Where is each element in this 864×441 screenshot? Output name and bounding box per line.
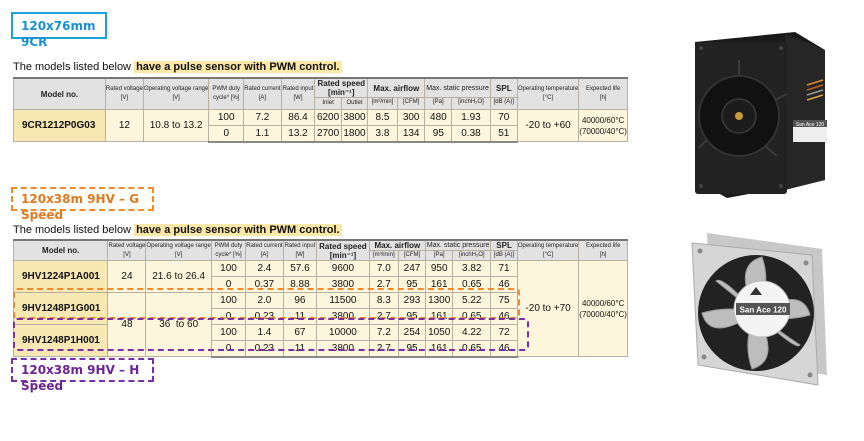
header-pressure: Max. static pressure [426, 242, 490, 249]
pressure-pa-cell: 1300 [426, 293, 453, 309]
life-cell: 40000/60°C (70000/40°C) [579, 261, 628, 357]
intro-prefix: The models listed below [13, 224, 135, 236]
section-label-g-speed: 120x38m 9HV – G Speed [11, 187, 154, 211]
pressure-inch-cell: 0.65 [453, 277, 491, 293]
pressure-inch-cell: 3.82 [453, 261, 491, 277]
pressure-pa-cell: 161 [426, 277, 453, 293]
pressure-pa-cell: 480 [425, 110, 452, 126]
current-cell: 0.37 [246, 277, 284, 293]
airflow-cfm-cell: 293 [398, 293, 425, 309]
speed-cell: 3800 [317, 341, 369, 357]
pressure-pa-cell: 161 [426, 309, 453, 325]
airflow-cfm-cell: 95 [398, 309, 425, 325]
header-rated-speed: Rated speed [min⁻¹] [317, 240, 369, 261]
pressure-pa-cell: 1050 [426, 325, 453, 341]
current-cell: 1.1 [244, 126, 282, 142]
speed-cell: 10000 [317, 325, 369, 341]
table-row [14, 110, 628, 126]
header-model: Model no. [14, 240, 108, 261]
model-cell: 9HV1248P1H001 [14, 325, 108, 357]
section-label-9cr: 120x76mm 9CR [11, 12, 107, 39]
speed-cell: 3800 [317, 309, 369, 325]
intro-text-2 [13, 224, 342, 236]
pressure-inch-cell: 0.38 [452, 126, 490, 142]
header-rated-current: Rated current [A] [246, 240, 284, 261]
pwm-cell: 0 [211, 277, 245, 293]
airflow-m3-cell: 3.8 [368, 126, 398, 142]
life-cell: 40000/60°C (70000/40°C) [579, 110, 628, 142]
spl-cell: 51 [490, 126, 517, 142]
intro-highlight: have a pulse sensor with PWM control. [136, 61, 340, 73]
header-m3min: [m³/min] [369, 251, 398, 261]
header-outlet: Outlet [341, 98, 367, 110]
header-spl: SPL [490, 78, 517, 98]
pressure-pa-cell: 950 [426, 261, 453, 277]
header-cfm: [CFM] [397, 98, 425, 110]
header-rated-input: Rated input [W] [281, 78, 315, 110]
model-cell: 9HV1224P1A001 [14, 261, 108, 293]
header-pwm: PWM duty cycle* [%] [211, 240, 245, 261]
rated-voltage-cell: 48 [108, 293, 146, 357]
current-cell: 0.23 [246, 341, 284, 357]
input-cell: 96 [283, 293, 317, 309]
current-cell: 2.0 [246, 293, 284, 309]
airflow-cfm-cell: 254 [398, 325, 425, 341]
pressure-pa-cell: 161 [426, 341, 453, 357]
header-pwm: PWM duty cycle* [%] [209, 78, 244, 110]
header-op-voltage: Operating voltage range [V] [146, 240, 211, 261]
pressure-inch-cell: 1.93 [452, 110, 490, 126]
header-op-voltage: Operating voltage range [V] [143, 78, 208, 110]
pressure-inch-cell: 5.22 [453, 293, 491, 309]
header-pa: [Pa] [426, 251, 453, 261]
header-life: Expected life [h] [579, 240, 628, 261]
pwm-cell: 0 [209, 126, 244, 142]
input-cell: 86.4 [281, 110, 315, 126]
pwm-cell: 100 [211, 325, 245, 341]
input-cell: 57.6 [283, 261, 317, 277]
header-airflow: Max. airflow [369, 240, 425, 251]
header-pressure: Max. static pressure [425, 78, 490, 98]
header-airflow: Max. airflow [368, 78, 425, 98]
current-cell: 2.4 [246, 261, 284, 277]
airflow-m3-cell: 7.2 [369, 325, 398, 341]
airflow-cfm-cell: 134 [397, 126, 425, 142]
model-cell: 9HV1248P1G001 [14, 293, 108, 325]
airflow-cfm-cell: 95 [398, 341, 425, 357]
op-voltage-cell: 21.6 to 26.4 [146, 261, 211, 293]
input-cell: 8.88 [283, 277, 317, 293]
header-rated-voltage: Rated voltage [V] [105, 78, 143, 110]
airflow-cfm-cell: 300 [397, 110, 425, 126]
op-voltage-cell: 10.8 to 13.2 [143, 110, 208, 142]
table-row [14, 261, 628, 277]
model-cell: 9CR1212P0G03 [14, 110, 106, 142]
input-cell: 13.2 [281, 126, 315, 142]
header-inchh2o: [inchH₂O] [452, 98, 490, 110]
airflow-m3-cell: 2.7 [369, 277, 398, 293]
header-cfm: [CFM] [398, 251, 425, 261]
pressure-inch-cell: 0.65 [453, 309, 491, 325]
input-cell: 67 [283, 325, 317, 341]
input-cell: 11 [283, 341, 317, 357]
temp-cell: -20 to +60 [517, 110, 578, 142]
input-cell: 11 [283, 309, 317, 325]
section-label-h-speed: 120x38m 9HV – H Speed [11, 358, 154, 382]
airflow-cfm-cell: 95 [398, 277, 425, 293]
header-inchh2o: [inchH₂O] [453, 251, 491, 261]
spl-cell: 75 [491, 293, 518, 309]
header-m3min: [m³/min] [368, 98, 398, 110]
header-rated-voltage: Rated voltage [V] [108, 240, 146, 261]
outlet-speed-cell: 1800 [341, 126, 367, 142]
inlet-speed-cell: 6200 [315, 110, 341, 126]
spl-cell: 70 [490, 110, 517, 126]
header-temp: Operating temperature [°C] [517, 240, 578, 261]
spl-cell: 46 [491, 341, 518, 357]
pwm-cell: 100 [211, 261, 245, 277]
op-voltage-cell: 36 to 60 [146, 293, 211, 357]
pwm-cell: 0 [211, 341, 245, 357]
temp-cell: -20 to +70 [517, 261, 578, 357]
header-inlet: Inlet [315, 98, 341, 110]
rated-voltage-cell: 24 [108, 261, 146, 293]
header-spl-unit: [dB (A)] [490, 98, 517, 110]
airflow-m3-cell: 7.0 [369, 261, 398, 277]
header-life: Expected life [h] [579, 78, 628, 110]
airflow-m3-cell: 2.7 [369, 341, 398, 357]
spec-table-9hv [13, 239, 628, 358]
spl-cell: 72 [491, 325, 518, 341]
current-cell: 0.23 [246, 309, 284, 325]
airflow-m3-cell: 8.3 [369, 293, 398, 309]
header-rated-current: Rated current [A] [244, 78, 282, 110]
intro-text-1 [13, 61, 342, 73]
svg-text:San Ace 120: San Ace 120 [795, 122, 825, 128]
fan-image-9cr [665, 20, 845, 205]
intro-highlight: have a pulse sensor with PWM control. [136, 224, 340, 236]
current-cell: 1.4 [246, 325, 284, 341]
current-cell: 7.2 [244, 110, 282, 126]
spl-cell: 46 [491, 309, 518, 325]
outlet-speed-cell: 3800 [341, 110, 367, 126]
intro-prefix: The models listed below [13, 61, 135, 73]
airflow-m3-cell: 2.7 [369, 309, 398, 325]
header-rated-input: Rated input [W] [283, 240, 317, 261]
spec-table-9cr [13, 77, 628, 143]
pressure-inch-cell: 0.65 [453, 341, 491, 357]
airflow-m3-cell: 8.5 [368, 110, 398, 126]
header-pa: [Pa] [425, 98, 452, 110]
speed-cell: 9600 [317, 261, 369, 277]
pressure-pa-cell: 95 [425, 126, 452, 142]
header-spl-unit: [dB (A)] [491, 251, 518, 261]
inlet-speed-cell: 2700 [315, 126, 341, 142]
header-temp: Operating temperature [°C] [517, 78, 578, 110]
svg-text:San Ace 120: San Ace 120 [739, 305, 787, 315]
header-rated-speed: Rated speed [min⁻¹] [315, 78, 368, 98]
speed-cell: 11500 [317, 293, 369, 309]
pressure-inch-cell: 4.22 [453, 325, 491, 341]
rated-voltage-cell: 12 [105, 110, 143, 142]
header-spl: SPL [491, 240, 518, 251]
speed-cell: 3800 [317, 277, 369, 293]
spl-cell: 71 [491, 261, 518, 277]
header-model: Model no. [14, 78, 106, 110]
pwm-cell: 100 [211, 293, 245, 309]
airflow-cfm-cell: 247 [398, 261, 425, 277]
pwm-cell: 100 [209, 110, 244, 126]
spl-cell: 46 [491, 277, 518, 293]
fan-image-9hv [672, 225, 840, 395]
pwm-cell: 0 [211, 309, 245, 325]
